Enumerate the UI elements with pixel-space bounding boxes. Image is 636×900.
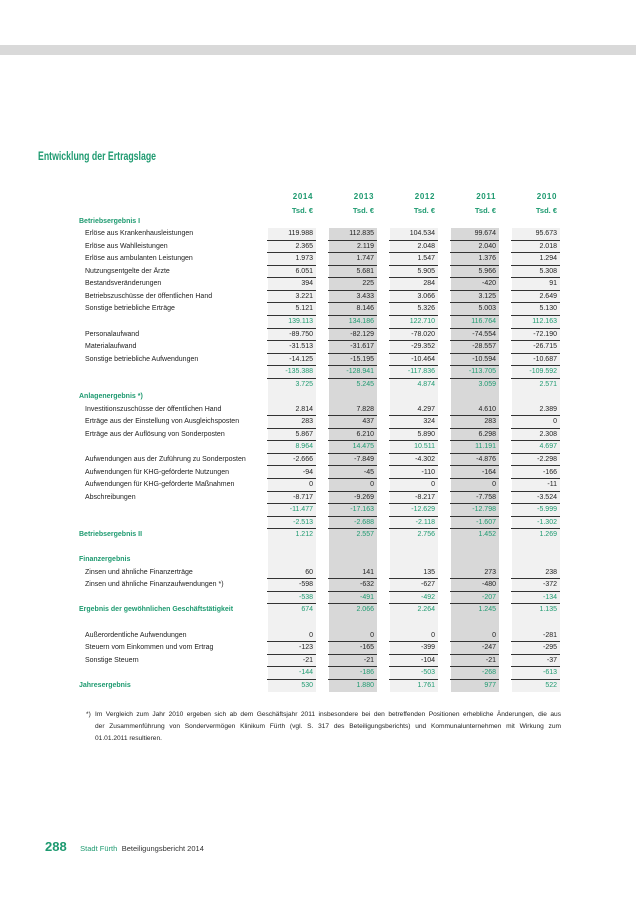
row-label: Personalaufwand	[85, 330, 140, 338]
value-2014: 5.867	[267, 429, 316, 442]
value-2010: -109.592	[511, 366, 560, 379]
value-2011: 11.191	[450, 441, 499, 454]
value-2011: -268	[450, 667, 499, 680]
page-footer	[45, 838, 204, 856]
table-row	[0, 479, 636, 492]
value-2014: 139.113	[267, 316, 316, 329]
value-2010: -1.302	[511, 517, 560, 530]
value-2014: 674	[301, 606, 313, 614]
table-row	[0, 416, 636, 429]
row-label: Nutzungsentgelte der Ärzte	[85, 267, 170, 275]
value-2014: 1.212	[295, 531, 313, 539]
section-header-row	[0, 391, 636, 404]
value-2010: -613	[511, 667, 560, 680]
value-2012: -29.352	[389, 341, 438, 354]
value-2014: 1.973	[267, 253, 316, 266]
value-2014: -21	[267, 655, 316, 668]
value-2012: 0	[389, 479, 438, 492]
value-2011: 3.059	[478, 380, 496, 388]
value-2010: -3.524	[511, 492, 560, 505]
spacer-row	[0, 542, 636, 555]
value-2011: -7.758	[450, 492, 499, 505]
value-2011: -4.876	[450, 454, 499, 467]
value-2012: -627	[389, 579, 438, 592]
value-2011: 5.003	[450, 303, 499, 316]
value-2011: -21	[450, 655, 499, 668]
value-2010: -134	[511, 592, 560, 605]
column-header-year: 2011	[476, 192, 496, 201]
value-2010: 1.269	[539, 531, 557, 539]
value-2014: -123	[267, 642, 316, 655]
value-2011: -12.798	[450, 504, 499, 517]
value-2014: -94	[267, 467, 316, 480]
value-2012: 4.874	[417, 380, 435, 388]
value-2014: -135.388	[267, 366, 316, 379]
value-2013: 1.880	[356, 681, 374, 689]
value-2013: -491	[328, 592, 377, 605]
column-header-unit: Tsd. €	[413, 205, 435, 215]
value-2013: -45	[328, 467, 377, 480]
value-2010: 4.697	[511, 441, 560, 454]
value-2010: -72.190	[511, 329, 560, 342]
footnote-text	[95, 709, 561, 745]
result-row	[0, 379, 636, 392]
value-2012: -8.217	[389, 492, 438, 505]
value-2010: 5.130	[511, 303, 560, 316]
value-2011: -207	[450, 592, 499, 605]
section-header-row	[0, 554, 636, 567]
column-header-year: 2012	[414, 192, 435, 201]
value-2010: -5.999	[511, 504, 560, 517]
value-2012: -492	[389, 592, 438, 605]
subtotal-row	[0, 667, 636, 680]
value-2010: 95.673	[511, 228, 560, 241]
value-2013: 2.066	[356, 606, 374, 614]
row-label: Sonstige betriebliche Erträge	[85, 305, 175, 313]
value-2011: 99.674	[450, 228, 499, 241]
value-2013: -17.163	[328, 504, 377, 517]
value-2011: -113.705	[450, 366, 499, 379]
footnote-line: Im Vergleich zum Jahr 2010 ergeben sich ab dem Geschäftsjahr 2011 insbesondere bei den betreffenden Positionen erhebliche Änderungen, die aus	[95, 711, 561, 718]
value-2014: -14.125	[267, 354, 316, 367]
value-2013: 437	[328, 416, 377, 429]
value-2014: -31.513	[267, 341, 316, 354]
section-label: Betriebsergebnis I	[79, 217, 141, 225]
column-header-unit: Tsd. €	[535, 205, 557, 215]
value-2011: 0	[450, 479, 499, 492]
value-2013: 1.747	[328, 253, 377, 266]
section-header-row	[0, 216, 636, 229]
table-row	[0, 642, 636, 655]
row-label: Aufwendungen aus der Zuführung zu Sonderposten	[85, 455, 246, 463]
row-label: Erlöse aus Wahlleistungen	[85, 242, 168, 250]
row-label: Aufwendungen für KHG-geförderte Maßnahmen	[85, 481, 235, 489]
table-row	[0, 241, 636, 254]
result-row	[0, 680, 636, 693]
subtotal-row	[0, 316, 636, 329]
row-label: Erträge aus der Auflösung von Sonderposten	[85, 430, 225, 438]
value-2013: 0	[328, 479, 377, 492]
value-2013: -632	[328, 579, 377, 592]
value-2010: 2.018	[511, 241, 560, 254]
value-2013: 141	[328, 567, 377, 580]
value-2012: 5.890	[389, 429, 438, 442]
value-2013: 134.186	[328, 316, 377, 329]
value-2014: 2.814	[267, 404, 316, 417]
value-2014: 3.221	[267, 291, 316, 304]
table-row	[0, 630, 636, 643]
table-row	[0, 329, 636, 342]
footnote-marker: *)	[86, 711, 91, 718]
value-2012: -104	[389, 655, 438, 668]
table-row	[0, 404, 636, 417]
value-2014: 2.365	[267, 241, 316, 254]
row-label: Zinsen und ähnliche Finanzerträge	[85, 568, 193, 576]
value-2012: 284	[389, 278, 438, 291]
value-2012: -503	[389, 667, 438, 680]
table-row	[0, 228, 636, 241]
value-2011: -164	[450, 467, 499, 480]
value-2013: -15.195	[328, 354, 377, 367]
row-label: Investitionszuschüsse der öffentlichen Hand	[85, 405, 222, 413]
column-header-unit: Tsd. €	[291, 205, 313, 215]
table-row	[0, 579, 636, 592]
footnote-line: 01.01.2011 resultieren.	[95, 735, 162, 742]
value-2013: 0	[328, 630, 377, 643]
value-2010: 522	[545, 681, 557, 689]
value-2010: 2.389	[511, 404, 560, 417]
value-2014: 530	[301, 681, 313, 689]
value-2010: 1.135	[539, 606, 557, 614]
value-2012: -117.836	[389, 366, 438, 379]
value-2013: 225	[328, 278, 377, 291]
value-2013: 2.557	[356, 531, 374, 539]
value-2013: -21	[328, 655, 377, 668]
table-row	[0, 492, 636, 505]
value-2013: -128.941	[328, 366, 377, 379]
value-2011: -74.554	[450, 329, 499, 342]
value-2010: -37	[511, 655, 560, 668]
column-header-unit: Tsd. €	[474, 205, 496, 215]
value-2014: -538	[267, 592, 316, 605]
value-2011: 2.040	[450, 241, 499, 254]
value-2014: -89.750	[267, 329, 316, 342]
row-label: Materialaufwand	[85, 343, 137, 351]
value-2013: -7.849	[328, 454, 377, 467]
value-2012: 2.048	[389, 241, 438, 254]
value-2011: 6.298	[450, 429, 499, 442]
value-2012: -2.118	[389, 517, 438, 530]
value-2012: 5.905	[389, 266, 438, 279]
value-2011: 273	[450, 567, 499, 580]
page-title: Entwicklung der Ertragslage	[38, 151, 157, 163]
value-2010: 0	[511, 416, 560, 429]
value-2014: -2.666	[267, 454, 316, 467]
value-2014: -144	[267, 667, 316, 680]
column-header-year: 2013	[353, 192, 374, 201]
subtotal-row	[0, 366, 636, 379]
row-label: Zinsen und ähnliche Finanzaufwendungen *)	[85, 581, 224, 589]
value-2014: -11.477	[267, 504, 316, 517]
spacer-row	[0, 617, 636, 630]
value-2010: -11	[511, 479, 560, 492]
value-2011: 1.376	[450, 253, 499, 266]
value-2013: -165	[328, 642, 377, 655]
table-row	[0, 567, 636, 580]
value-2011: -480	[450, 579, 499, 592]
section-label: Betriebsergebnis II	[79, 531, 143, 539]
value-2010: 91	[511, 278, 560, 291]
value-2014: 8.964	[267, 441, 316, 454]
value-2013: -186	[328, 667, 377, 680]
footnote-line: der Zusammenführung von Sondervermögen Klinikum Fürth (vgl. S. 317 des Beteiligungsberichts) und Kommunalunternehmen mit Wirkung zum	[95, 723, 561, 730]
value-2013: 6.210	[328, 429, 377, 442]
table-row	[0, 655, 636, 668]
column-header-year: 2014	[292, 192, 313, 201]
value-2013: 3.433	[328, 291, 377, 304]
value-2011: -10.594	[450, 354, 499, 367]
value-2010: 2.571	[539, 380, 557, 388]
value-2012: 0	[389, 630, 438, 643]
value-2011: 0	[450, 630, 499, 643]
value-2010: -166	[511, 467, 560, 480]
row-label: Erträge aus der Einstellung von Ausgleichsposten	[85, 418, 240, 426]
table-row	[0, 266, 636, 279]
table-row	[0, 253, 636, 266]
value-2013: 14.475	[328, 441, 377, 454]
value-2010: 2.308	[511, 429, 560, 442]
value-2014: 0	[267, 630, 316, 643]
value-2014: 6.051	[267, 266, 316, 279]
value-2010: 112.163	[511, 316, 560, 329]
value-2012: -110	[389, 467, 438, 480]
table-row	[0, 454, 636, 467]
value-2013: -31.617	[328, 341, 377, 354]
row-label: Außerordentliche Aufwendungen	[85, 631, 187, 639]
subtotal-row	[0, 441, 636, 454]
table-row	[0, 467, 636, 480]
row-label: Betriebszuschüsse der öffentlichen Hand	[85, 292, 213, 300]
value-2012: -78.020	[389, 329, 438, 342]
table-row	[0, 354, 636, 367]
value-2013: 7.828	[328, 404, 377, 417]
value-2012: 324	[389, 416, 438, 429]
value-2011: 1.452	[478, 531, 496, 539]
value-2011: -420	[450, 278, 499, 291]
value-2013: 2.119	[328, 241, 377, 254]
table-row	[0, 341, 636, 354]
row-label: Sonstige betriebliche Aufwendungen	[85, 355, 199, 363]
value-2010: -2.298	[511, 454, 560, 467]
value-2012: 10.511	[389, 441, 438, 454]
row-label: Sonstige Steuern	[85, 656, 139, 664]
table-row	[0, 303, 636, 316]
section-label: Finanzergebnis	[79, 556, 131, 564]
subtotal-row	[0, 504, 636, 517]
value-2010: 5.308	[511, 266, 560, 279]
subtotal-row	[0, 592, 636, 605]
section-label: Anlagenergebnis *)	[79, 393, 143, 401]
value-2014: 394	[267, 278, 316, 291]
column-header-year: 2010	[536, 192, 557, 201]
value-2010: -281	[511, 630, 560, 643]
value-2014: 0	[267, 479, 316, 492]
result-row	[0, 529, 636, 542]
value-2011: 116.764	[450, 316, 499, 329]
row-label: Erlöse aus ambulanten Leistungen	[85, 255, 193, 263]
value-2012: 3.066	[389, 291, 438, 304]
table-row	[0, 429, 636, 442]
value-2013: 112.835	[328, 228, 377, 241]
row-label: Abschreibungen	[85, 493, 136, 501]
value-2012: 135	[389, 567, 438, 580]
value-2014: 5.121	[267, 303, 316, 316]
value-2011: -1.607	[450, 517, 499, 530]
value-2010: 238	[511, 567, 560, 580]
value-2011: 5.966	[450, 266, 499, 279]
value-2011: 283	[450, 416, 499, 429]
value-2014: -598	[267, 579, 316, 592]
value-2011: 977	[484, 681, 496, 689]
value-2012: 104.534	[389, 228, 438, 241]
result-row	[0, 604, 636, 617]
value-2010: -10.687	[511, 354, 560, 367]
value-2012: -10.464	[389, 354, 438, 367]
row-label: Bestandsveränderungen	[85, 280, 162, 288]
column-header-unit: Tsd. €	[352, 205, 374, 215]
value-2010: -372	[511, 579, 560, 592]
value-2011: -28.557	[450, 341, 499, 354]
value-2013: -9.269	[328, 492, 377, 505]
value-2013: 5.681	[328, 266, 377, 279]
value-2014: 60	[267, 567, 316, 580]
table-row	[0, 291, 636, 304]
value-2014: -8.717	[267, 492, 316, 505]
value-2014: 3.725	[295, 380, 313, 388]
value-2013: 8.146	[328, 303, 377, 316]
value-2013: -82.129	[328, 329, 377, 342]
section-label: Jahresergebnis	[79, 681, 131, 689]
row-label: Erlöse aus Krankenhausleistungen	[85, 230, 194, 238]
value-2011: 4.610	[450, 404, 499, 417]
value-2012: -12.629	[389, 504, 438, 517]
value-2010: 1.294	[511, 253, 560, 266]
footer-publisher: Stadt Fürth	[80, 844, 118, 853]
footer-report-title: Beteiligungsbericht 2014	[121, 844, 204, 853]
value-2012: 1.547	[389, 253, 438, 266]
value-2012: 1.761	[417, 681, 435, 689]
value-2010: -295	[511, 642, 560, 655]
subtotal-row	[0, 517, 636, 530]
value-2013: -2.688	[328, 517, 377, 530]
value-2012: -4.302	[389, 454, 438, 467]
value-2011: 3.125	[450, 291, 499, 304]
table-row	[0, 278, 636, 291]
value-2014: -2.513	[267, 517, 316, 530]
value-2012: 2.264	[417, 606, 435, 614]
row-label: Steuern vom Einkommen und vom Ertrag	[85, 644, 214, 652]
value-2014: 283	[267, 416, 316, 429]
value-2012: 5.326	[389, 303, 438, 316]
value-2012: 2.756	[417, 531, 435, 539]
value-2012: -399	[389, 642, 438, 655]
section-label: Ergebnis der gewöhnlichen Geschäftstätigkeit	[79, 606, 234, 614]
value-2010: 2.649	[511, 291, 560, 304]
value-2011: 1.245	[478, 606, 496, 614]
page-number: 288	[45, 839, 67, 854]
value-2010: -26.715	[511, 341, 560, 354]
value-2012: 4.297	[389, 404, 438, 417]
value-2014: 119.988	[267, 228, 316, 241]
row-label: Aufwendungen für KHG-geförderte Nutzungen	[85, 468, 229, 476]
value-2013: 5.245	[356, 380, 374, 388]
value-2011: -247	[450, 642, 499, 655]
value-2012: 122.710	[389, 316, 438, 329]
